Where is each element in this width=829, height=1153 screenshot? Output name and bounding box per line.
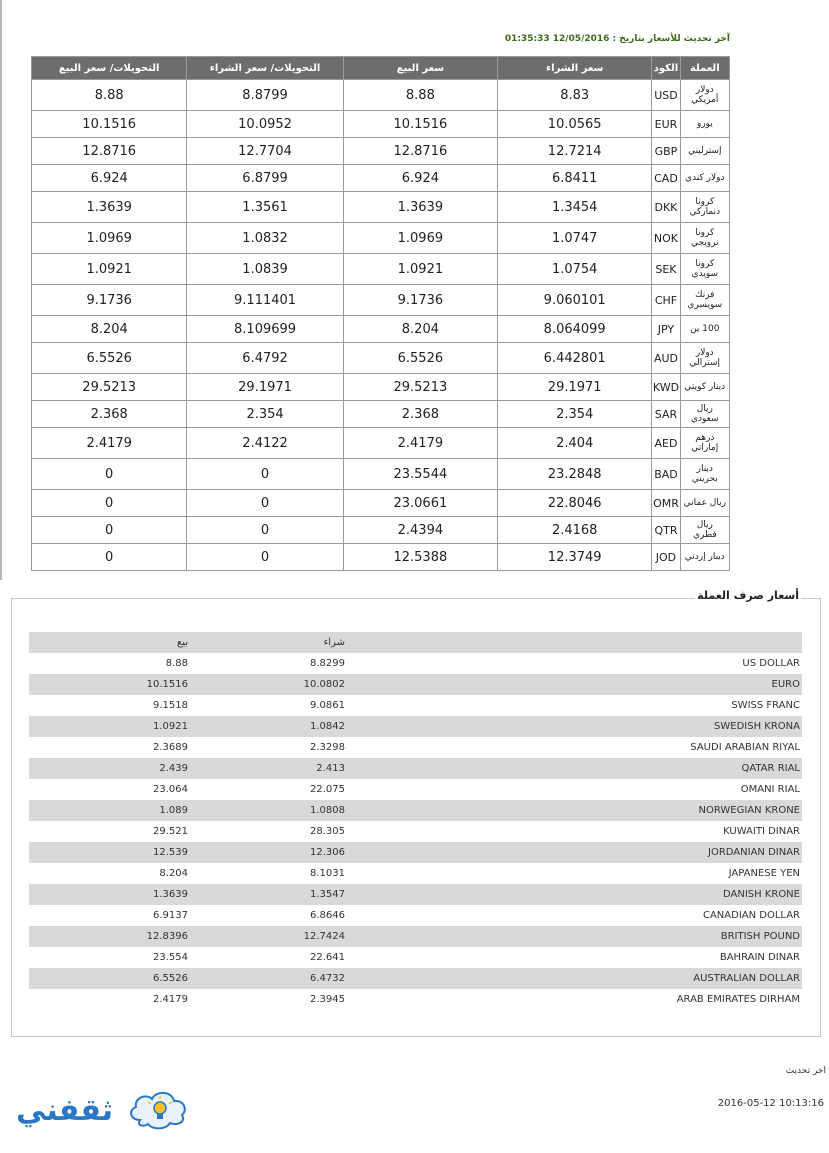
sell-price: 6.924 (343, 165, 497, 192)
exchange-box-title: أسعار صرف العملة (697, 589, 799, 602)
transfer-sell-price: 0 (32, 459, 187, 490)
buy-value: 1.0842 (199, 716, 354, 737)
currency-name: JAPANESE YEN (728, 868, 800, 879)
last-update-label: اخر تحديث (785, 1066, 826, 1076)
currency-name: دينار بحريني (680, 459, 729, 490)
transfer-sell-price: 2.368 (32, 401, 187, 428)
transfer-sell-price: 8.88 (32, 80, 187, 111)
currency-code: SAR (652, 401, 680, 428)
buy-price: 6.442801 (498, 343, 652, 374)
currency-name: ريال سعودي (680, 401, 729, 428)
sell-value: 9.1518 (153, 700, 188, 711)
sell-price: 1.3639 (343, 192, 497, 223)
buy-value: 22.075 (310, 784, 345, 795)
currency-name: فرنك سويسري (680, 285, 729, 316)
sell-value: 1.3639 (29, 884, 199, 905)
transfer-buy-price: 10.0952 (187, 111, 343, 138)
sell-value: 1.089 (29, 800, 199, 821)
update-timestamp: آخر تحديث للأسعار بتاريخ : 12/05/2016 01:35:33 (504, 34, 730, 44)
currency-name: دولار كندي (680, 165, 729, 192)
table-row (32, 223, 730, 254)
buy-value: 12.306 (199, 842, 354, 863)
buy-value: 6.8646 (310, 910, 345, 921)
sell-price: 8.204 (343, 316, 497, 343)
currency-name: AUSTRALIAN DOLLAR (354, 968, 802, 989)
exchange-rates-list (29, 632, 802, 1010)
list-item (29, 842, 802, 863)
table-row (32, 285, 730, 316)
currency-code: SEK (652, 254, 680, 285)
transfer-sell-price: 2.4179 (32, 428, 187, 459)
sell-value: 29.521 (153, 826, 188, 837)
sell-price: 12.5388 (343, 544, 497, 571)
currency-code: EUR (652, 111, 680, 138)
sell-price: 2.4394 (343, 517, 497, 544)
table-row (32, 165, 730, 192)
list-header-row (29, 632, 802, 653)
table-row (32, 544, 730, 571)
sell-value: 8.204 (159, 868, 188, 879)
buy-price: 1.3454 (498, 192, 652, 223)
transfer-sell-price: 8.204 (32, 316, 187, 343)
sell-price: 8.88 (343, 80, 497, 111)
currency-name: ريال عماني (680, 490, 729, 517)
currency-name: درهم إماراتي (680, 428, 729, 459)
list-item (29, 737, 802, 758)
currency-name: ريال قطري (680, 517, 729, 544)
sell-price: 6.5526 (343, 343, 497, 374)
currency-name: SWEDISH KRONA (354, 716, 802, 737)
buy-value: 1.0808 (199, 800, 354, 821)
buy-price: 1.0747 (498, 223, 652, 254)
buy-price: 9.060101 (498, 285, 652, 316)
currency-name: SAUDI ARABIAN RIYAL (690, 742, 800, 753)
table-row (32, 316, 730, 343)
sell-value: 12.8396 (29, 926, 199, 947)
buy-value: 8.8299 (310, 658, 345, 669)
header-code: الكود (652, 57, 680, 80)
sell-value: 2.4179 (153, 994, 188, 1005)
buy-price: 12.3749 (498, 544, 652, 571)
table-row (32, 428, 730, 459)
buy-value: 22.641 (310, 952, 345, 963)
sell-price: 1.0969 (343, 223, 497, 254)
transfer-buy-price: 0 (187, 517, 343, 544)
buy-value: 6.4732 (199, 968, 354, 989)
buy-value: 8.1031 (310, 868, 345, 879)
table-row (32, 490, 730, 517)
sell-price: 23.0661 (343, 490, 497, 517)
currency-name: KUWAITI DINAR (723, 826, 800, 837)
sell-value: 6.9137 (153, 910, 188, 921)
sell-price: 2.4179 (343, 428, 497, 459)
currency-name: دينار كويتي (680, 374, 729, 401)
table-row (32, 343, 730, 374)
transfer-sell-price: 1.0921 (32, 254, 187, 285)
site-logo (12, 1080, 212, 1132)
currency-name: OMANI RIAL (740, 784, 800, 795)
list-item (29, 800, 802, 821)
sell-value: 2.3689 (153, 742, 188, 753)
currency-name: CANADIAN DOLLAR (702, 910, 800, 921)
buy-price: 8.83 (498, 80, 652, 111)
transfer-buy-price: 12.7704 (187, 138, 343, 165)
transfer-sell-price: 6.5526 (32, 343, 187, 374)
sell-price: 12.8716 (343, 138, 497, 165)
col-sell-header: بيع (29, 632, 199, 653)
transfer-sell-price: 0 (32, 517, 187, 544)
sell-value: 12.539 (29, 842, 199, 863)
sell-price: 1.0921 (343, 254, 497, 285)
currency-name: US DOLLAR (742, 658, 800, 669)
sell-value: 2.439 (29, 758, 199, 779)
sell-value: 10.1516 (29, 674, 199, 695)
sell-price: 10.1516 (343, 111, 497, 138)
buy-price: 29.1971 (498, 374, 652, 401)
currency-name: كرونا نرويجي (680, 223, 729, 254)
currency-name: يورو (680, 111, 729, 138)
currency-rates-table (31, 56, 730, 571)
currency-name: دولار أمريكي (680, 80, 729, 111)
currency-code: CAD (652, 165, 680, 192)
sell-price: 9.1736 (343, 285, 497, 316)
header-currency: العملة (680, 57, 729, 80)
buy-price: 1.0754 (498, 254, 652, 285)
list-item (29, 863, 802, 884)
header-buy-price: سعر الشراء (498, 57, 652, 80)
transfer-buy-price: 0 (187, 459, 343, 490)
table-row (32, 138, 730, 165)
list-item (29, 968, 802, 989)
col-buy-header: شراء (199, 632, 354, 653)
list-item (29, 779, 802, 800)
currency-name: كرونا سويدي (680, 254, 729, 285)
table-header-row (32, 57, 730, 80)
currency-name: كرونا دنماركي (680, 192, 729, 223)
currency-code: JPY (652, 316, 680, 343)
transfer-buy-price: 29.1971 (187, 374, 343, 401)
transfer-buy-price: 0 (187, 544, 343, 571)
currency-code: AED (652, 428, 680, 459)
table-row (32, 459, 730, 490)
table-row (32, 192, 730, 223)
currency-name: دولار إسترالي (680, 343, 729, 374)
transfer-sell-price: 12.8716 (32, 138, 187, 165)
sell-price: 23.5544 (343, 459, 497, 490)
list-item (29, 905, 802, 926)
transfer-buy-price: 8.109699 (187, 316, 343, 343)
header-sell-price: سعر البيع (343, 57, 497, 80)
table-row (32, 374, 730, 401)
currency-code: BAD (652, 459, 680, 490)
currency-name: EURO (354, 674, 802, 695)
currency-code: AUD (652, 343, 680, 374)
buy-value: 28.305 (310, 826, 345, 837)
currency-code: JOD (652, 544, 680, 571)
currency-name: DANISH KRONE (354, 884, 802, 905)
transfer-sell-price: 0 (32, 490, 187, 517)
header-transfer-buy: التحويلات/ سعر الشراء (187, 57, 343, 80)
buy-value: 9.0861 (310, 700, 345, 711)
list-item (29, 695, 802, 716)
sell-value: 23.554 (153, 952, 188, 963)
header-transfer-sell: التحويلات/ سعر البيع (32, 57, 187, 80)
list-item (29, 758, 802, 779)
currency-name: إسترليني (680, 138, 729, 165)
buy-price: 22.8046 (498, 490, 652, 517)
list-item (29, 821, 802, 842)
buy-value: 2.3945 (310, 994, 345, 1005)
transfer-buy-price: 2.354 (187, 401, 343, 428)
currency-code: CHF (652, 285, 680, 316)
currency-code: OMR (652, 490, 680, 517)
table-row (32, 401, 730, 428)
transfer-buy-price: 0 (187, 490, 343, 517)
currency-name: NORWEGIAN KRONE (354, 800, 802, 821)
left-divider (0, 0, 2, 580)
currency-code: USD (652, 80, 680, 111)
buy-price: 2.404 (498, 428, 652, 459)
transfer-sell-price: 1.0969 (32, 223, 187, 254)
transfer-buy-price: 1.0832 (187, 223, 343, 254)
transfer-sell-price: 10.1516 (32, 111, 187, 138)
currency-name: QATAR RIAL (354, 758, 802, 779)
buy-value: 1.3547 (199, 884, 354, 905)
buy-price: 2.4168 (498, 517, 652, 544)
sell-price: 29.5213 (343, 374, 497, 401)
list-item (29, 884, 802, 905)
buy-price: 8.064099 (498, 316, 652, 343)
transfer-buy-price: 9.111401 (187, 285, 343, 316)
logo-text: ثقفني (16, 1093, 114, 1128)
list-item (29, 653, 802, 674)
list-item (29, 989, 802, 1010)
currency-code: QTR (652, 517, 680, 544)
currency-name: BRITISH POUND (354, 926, 802, 947)
sell-value: 1.0921 (29, 716, 199, 737)
currency-name: BAHRAIN DINAR (719, 952, 800, 963)
table-row (32, 80, 730, 111)
lightbulb-cloud-icon (131, 1093, 185, 1129)
last-update-value: 2016-05-12 10:13:16 (717, 1098, 824, 1109)
transfer-sell-price: 9.1736 (32, 285, 187, 316)
transfer-sell-price: 6.924 (32, 165, 187, 192)
table-row (32, 517, 730, 544)
list-item (29, 947, 802, 968)
sell-value: 23.064 (153, 784, 188, 795)
buy-price: 23.2848 (498, 459, 652, 490)
buy-value: 10.0802 (199, 674, 354, 695)
buy-price: 6.8411 (498, 165, 652, 192)
transfer-sell-price: 29.5213 (32, 374, 187, 401)
buy-value: 2.413 (199, 758, 354, 779)
currency-name: دينار إردني (680, 544, 729, 571)
table-row (32, 254, 730, 285)
currency-code: DKK (652, 192, 680, 223)
list-item (29, 926, 802, 947)
transfer-buy-price: 6.8799 (187, 165, 343, 192)
transfer-buy-price: 8.8799 (187, 80, 343, 111)
list-item (29, 716, 802, 737)
sell-price: 2.368 (343, 401, 497, 428)
transfer-sell-price: 0 (32, 544, 187, 571)
transfer-buy-price: 1.0839 (187, 254, 343, 285)
table-row (32, 111, 730, 138)
sell-value: 8.88 (165, 658, 188, 669)
transfer-buy-price: 6.4792 (187, 343, 343, 374)
sell-value: 6.5526 (29, 968, 199, 989)
buy-price: 2.354 (498, 401, 652, 428)
buy-value: 12.7424 (199, 926, 354, 947)
currency-name: ARAB EMIRATES DIRHAM (676, 994, 800, 1005)
list-item (29, 674, 802, 695)
currency-code: KWD (652, 374, 680, 401)
col-name-header (354, 632, 802, 653)
currency-name: 100 ين (680, 316, 729, 343)
currency-name: JORDANIAN DINAR (354, 842, 802, 863)
transfer-buy-price: 2.4122 (187, 428, 343, 459)
transfer-sell-price: 1.3639 (32, 192, 187, 223)
buy-price: 10.0565 (498, 111, 652, 138)
currency-name: SWISS FRANC (731, 700, 800, 711)
buy-value: 2.3298 (310, 742, 345, 753)
currency-code: GBP (652, 138, 680, 165)
buy-price: 12.7214 (498, 138, 652, 165)
transfer-buy-price: 1.3561 (187, 192, 343, 223)
currency-code: NOK (652, 223, 680, 254)
